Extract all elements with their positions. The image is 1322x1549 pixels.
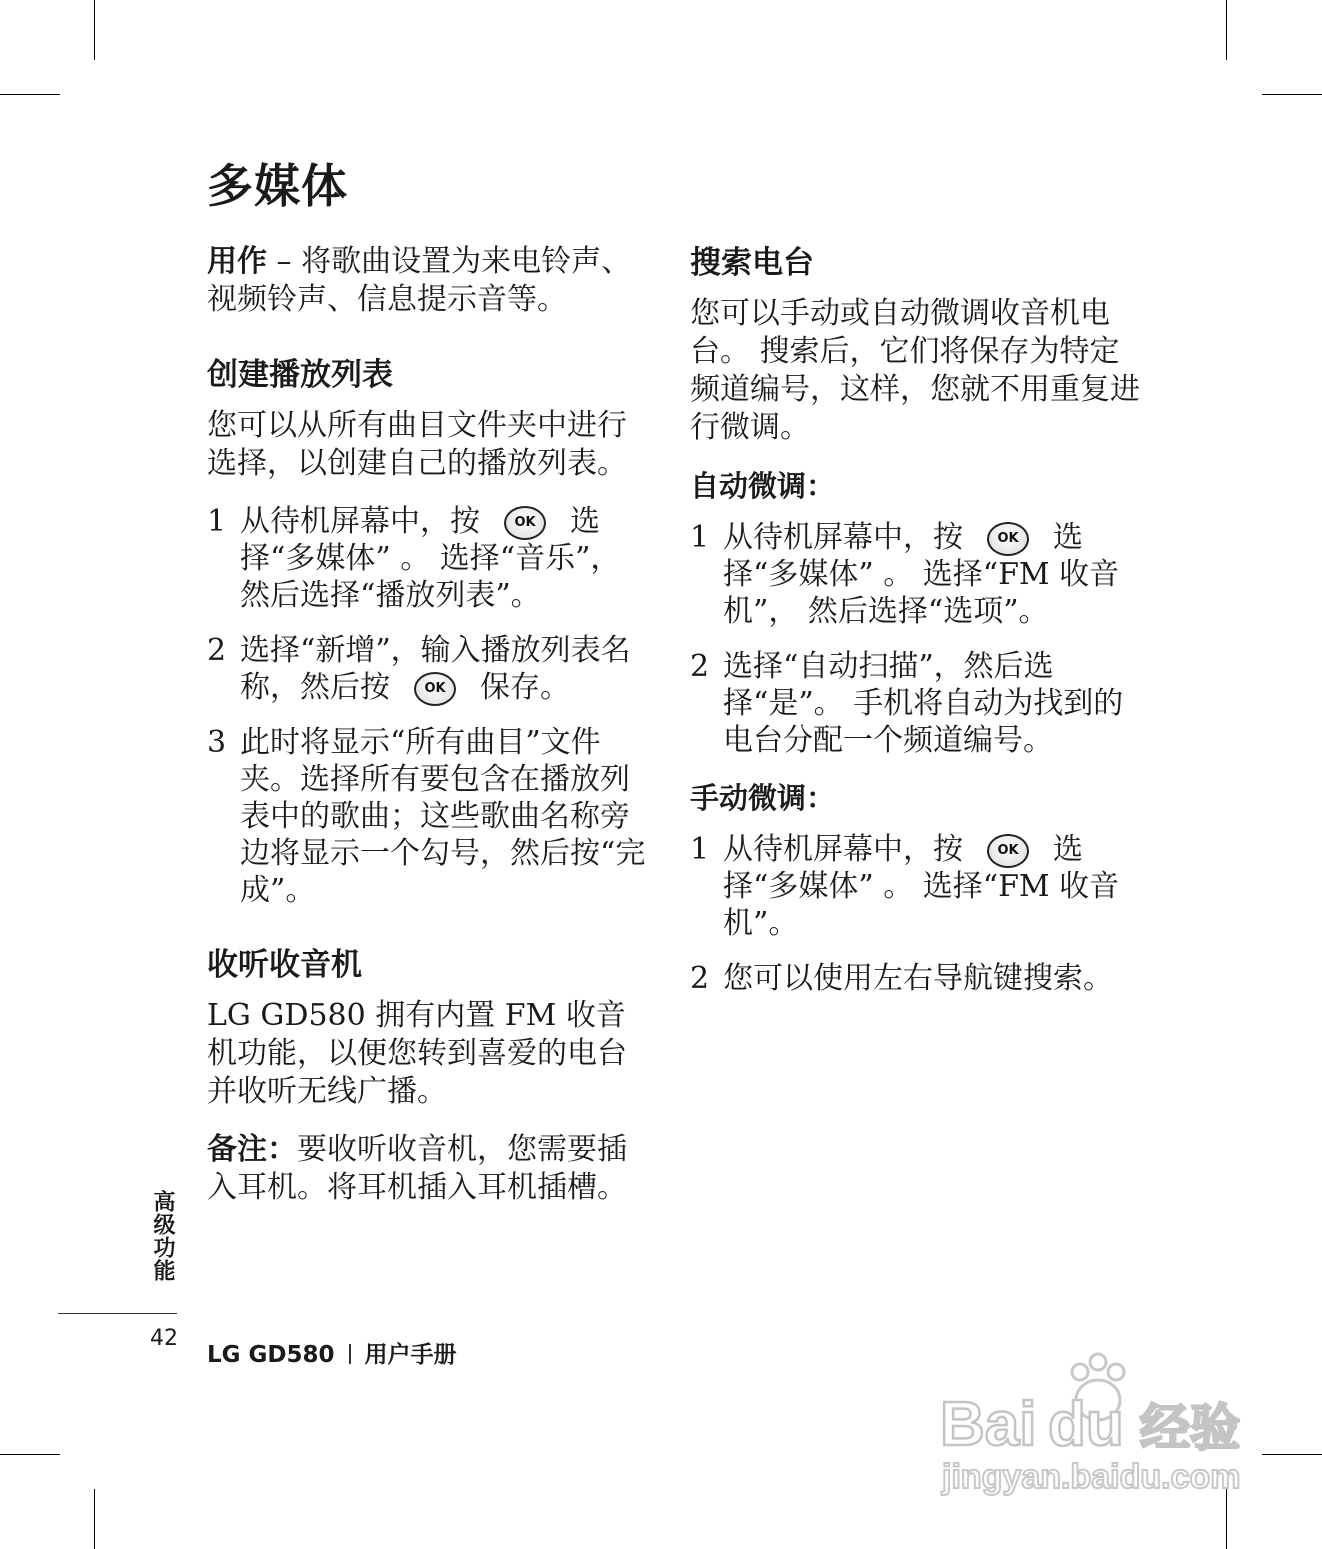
step-text-pre: 从待机屏幕中，按 (723, 520, 963, 555)
step-text-post: 选择“多媒体” 。 选择“FM 收音机”。 (723, 832, 1120, 941)
playlist-steps (207, 503, 647, 909)
list-item (690, 831, 1140, 942)
list-item (690, 648, 1140, 759)
intro-paragraph (207, 243, 647, 319)
footer-separator (349, 1344, 351, 1364)
crop-mark (0, 94, 60, 95)
search-heading: 搜索电台 (690, 245, 814, 281)
svg-text:Bai: Bai (940, 1390, 1037, 1459)
footer-label (207, 1336, 457, 1369)
step-text-pre: 从待机屏幕中，按 (723, 832, 963, 867)
list-item (690, 519, 1140, 630)
radio-intro: LG GD580 拥有内置 FM 收音机功能，以便您转到喜爱的电台并收听无线广播。 (207, 998, 627, 1109)
playlist-intro: 您可以从所有曲目文件夹中进行选择，以创建自己的播放列表。 (207, 408, 627, 481)
step-number: 1 (690, 832, 710, 867)
ok-button-icon: OK (414, 672, 456, 706)
crop-mark (1262, 1454, 1322, 1455)
intro-text: – 将歌曲设置为来电铃声、视频铃声、信息提示音等。 (207, 244, 632, 317)
crop-mark (1226, 0, 1227, 60)
section-side-tab: 高级功能 (150, 1190, 175, 1282)
crop-mark (1262, 94, 1322, 95)
svg-text:du: du (1048, 1390, 1124, 1459)
list-item (690, 960, 1140, 997)
left-column (207, 243, 647, 1227)
ok-button-icon: OK (504, 506, 546, 540)
manual-tune-steps (690, 831, 1140, 997)
auto-tune-heading: 自动微调： (690, 469, 836, 503)
list-item (207, 632, 647, 706)
crop-mark (94, 1489, 95, 1549)
ok-button-icon: OK (987, 834, 1029, 868)
crop-mark (94, 0, 95, 60)
note-label: 备注： (207, 1132, 297, 1167)
step-number: 2 (207, 633, 227, 668)
page-number: 42 (150, 1326, 178, 1351)
step-number: 2 (690, 649, 710, 684)
step-number: 1 (690, 520, 710, 555)
step-text-post: 选择“多媒体” 。 选择“音乐”， 然后选择“播放列表”。 (240, 504, 621, 613)
playlist-heading: 创建播放列表 (207, 357, 393, 393)
page-title: 多媒体 (207, 159, 348, 213)
search-intro: 您可以手动或自动微调收音机电台。 搜索后，它们将保存为特定频道编号，这样，您就不用重复进行微调。 (690, 296, 1140, 445)
footer-divider (58, 1313, 177, 1314)
note-text: 要收听收音机，您需要插入耳机。将耳机插入耳机插槽。 (207, 1132, 627, 1205)
intro-label: 用作 (207, 244, 267, 279)
auto-tune-steps (690, 519, 1140, 759)
step-text: 您可以使用左右导航键搜索。 (723, 961, 1113, 996)
list-item (207, 503, 647, 614)
right-column (690, 243, 1140, 1017)
step-number: 2 (690, 961, 710, 996)
step-text: 选择“自动扫描”，然后选择“是”。 手机将自动为找到的电台分配一个频道编号。 (723, 649, 1124, 758)
svg-text:经验: 经验 (1140, 1399, 1240, 1457)
step-text-pre: 选择“新增”，输入播放列表名称，然后按 (240, 633, 631, 705)
baidu-watermark-logo (930, 1350, 1250, 1500)
radio-heading: 收听收音机 (207, 947, 362, 983)
ok-button-icon: OK (987, 522, 1029, 556)
step-number: 1 (207, 504, 227, 539)
step-text-pre: 从待机屏幕中，按 (240, 504, 480, 539)
crop-mark (0, 1454, 60, 1455)
radio-note (207, 1131, 647, 1207)
footer-model: LG GD580 (207, 1342, 335, 1368)
step-text-post: 保存。 (480, 670, 570, 705)
list-item (207, 724, 647, 909)
footer-manual: 用户手册 (364, 1342, 457, 1368)
step-text: 此时将显示“所有曲目”文件夹。选择所有要包含在播放列表中的歌曲；这些歌曲名称旁边将显示一个勾号，然后按“完成”。 (240, 725, 646, 908)
step-text-post: 选择“多媒体” 。 选择“FM 收音机”， 然后选择“选项”。 (723, 520, 1120, 629)
manual-tune-heading: 手动微调： (690, 781, 836, 815)
step-number: 3 (207, 725, 227, 760)
svg-text:jingyan.baidu.com: jingyan.baidu.com (942, 1458, 1241, 1496)
